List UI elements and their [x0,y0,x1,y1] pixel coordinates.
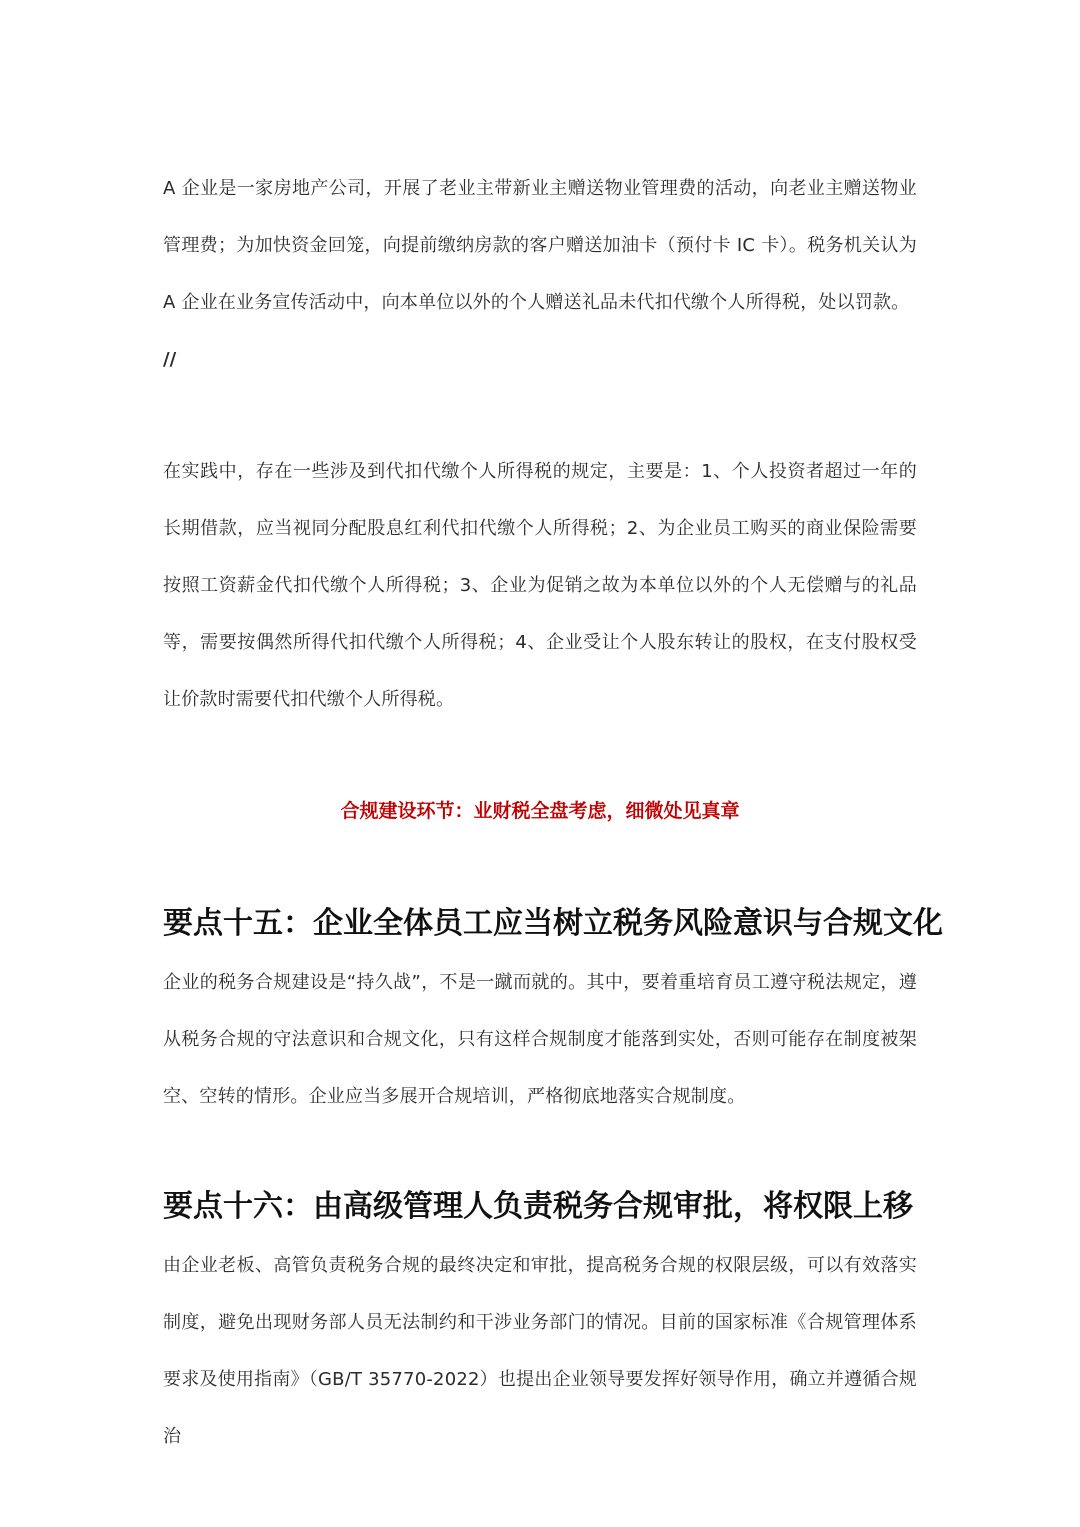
point-16-body: 由企业老板、高管负责税务合规的最终决定和审批，提高税务合规的权限层级，可以有效落实制度，避免出现财务部人员无法制约和干涉业务部门的情况。目前的国家标准《合规管理体系 要求及使用指南》（GB/T 35770-2022）也提出企业领导要发挥好领导作用，确立并遵循合规治 [163,1255,917,1447]
practice-block [163,443,917,728]
section-title: 合规建设环节：业财税全盘考虑，细微处见真章 [340,800,740,822]
practice-paragraph: 在实践中，存在一些涉及到代扣代缴个人所得税的规定，主要是：1、个人投资者超过一年的长期借款，应当视同分配股息红利代扣代缴个人所得税；2、为企业员工购买的商业保险需要按照工资薪金代扣代缴个人所得税；3、企业为促销之故为本单位以外的个人无偿赠与的礼品等，需要按偶然所得代扣代缴个人所得税；4、企业受让个人股东转让的股权，在支付股权受让价款时需要代扣代缴个人所得税。 [163,461,917,710]
point-16-heading: 要点十六：由高级管理人负责税务合规审批，将权限上移 [163,1189,913,1224]
point-15-body: 企业的税务合规建设是“持久战”，不是一蹴而就的。其中，要着重培育员工遵守税法规定，遵从税务合规的守法意识和合规文化，只有这样合规制度才能落到实处，否则可能存在制度被架空、空转的情形。企业应当多展开合规培训，严格彻底地落实合规制度。 [163,972,917,1107]
case-paragraph: A 企业是一家房地产公司，开展了老业主带新业主赠送物业管理费的活动，向老业主赠送物业管理费；为加快资金回笼，向提前缴纳房款的客户赠送加油卡（预付卡 IC 卡）。税务机关认为 A 企业在业务宣传活动中，向本单位以外的个人赠送礼品未代扣代缴个人所得税，处以罚款。 [163,178,917,313]
point-15 [163,902,943,1125]
separator-mark: // [163,349,177,370]
point-16 [163,1185,917,1465]
case-block [163,160,917,388]
point-15-heading: 要点十五：企业全体员工应当树立税务风险意识与合规文化 [163,906,943,941]
